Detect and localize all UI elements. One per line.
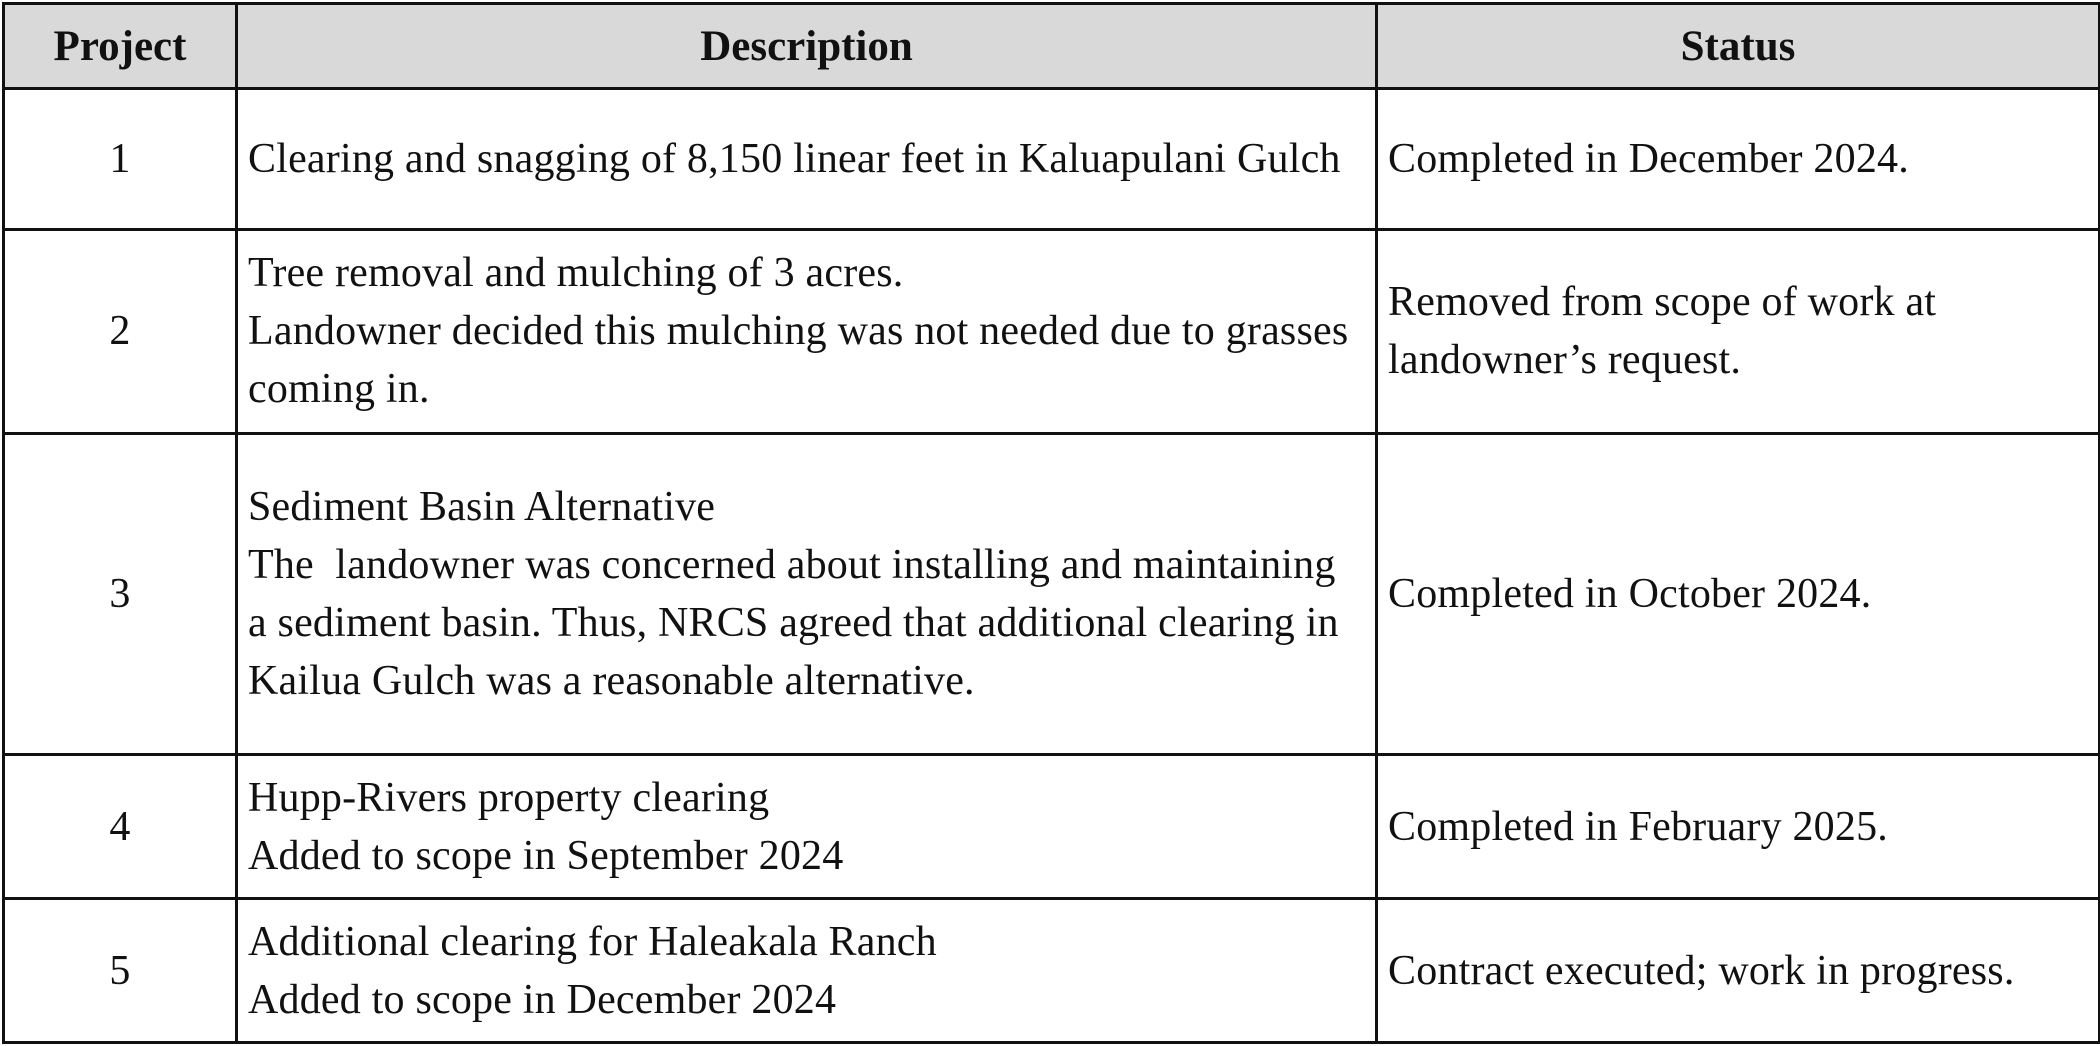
description-title: Hupp-Rivers property clearing (248, 774, 770, 821)
header-project: Project (4, 4, 237, 89)
status-cell: Completed in December 2024. (1377, 89, 2100, 230)
status-cell: Contract executed; work in progress. (1377, 899, 2100, 1043)
description-cell (237, 755, 1377, 899)
header-row (4, 4, 2100, 89)
description-cell (237, 433, 1377, 755)
description-cell (237, 899, 1377, 1043)
project-number-cell: 1 (4, 89, 237, 230)
table-row (4, 899, 2100, 1043)
project-number-cell: 4 (4, 755, 237, 899)
project-status-table (2, 2, 2100, 1044)
project-number-cell: 2 (4, 229, 237, 433)
description-note: The landowner was concerned about installing and maintaining a sediment basin. Thus, NRCS agreed that additional clearing in Kailua Gulch was a reasonable alternative. (248, 542, 1350, 705)
project-number-cell: 3 (4, 433, 237, 755)
status-cell: Removed from scope of work at landowner’s request. (1377, 229, 2100, 433)
table-row (4, 755, 2100, 899)
header-description: Description (237, 4, 1377, 89)
table-row (4, 229, 2100, 433)
description-note: Landowner decided this mulching was not needed due to grasses coming in. (248, 308, 1360, 413)
description-cell (237, 89, 1377, 230)
description-note: Added to scope in September 2024 (248, 832, 844, 879)
description-line: Clearing and snagging of 8,150 linear feet in Kaluapulani Gulch (248, 135, 1341, 182)
table-row (4, 89, 2100, 230)
table-row (4, 433, 2100, 755)
description-title: Additional clearing for Haleakala Ranch (248, 918, 937, 965)
status-cell: Completed in October 2024. (1377, 433, 2100, 755)
description-note: Added to scope in December 2024 (248, 976, 837, 1023)
description-title: Tree removal and mulching of 3 acres. (248, 250, 904, 297)
project-number-cell: 5 (4, 899, 237, 1043)
status-cell: Completed in February 2025. (1377, 755, 2100, 899)
description-title: Sediment Basin Alternative (248, 484, 716, 531)
header-status: Status (1377, 4, 2100, 89)
description-cell (237, 229, 1377, 433)
